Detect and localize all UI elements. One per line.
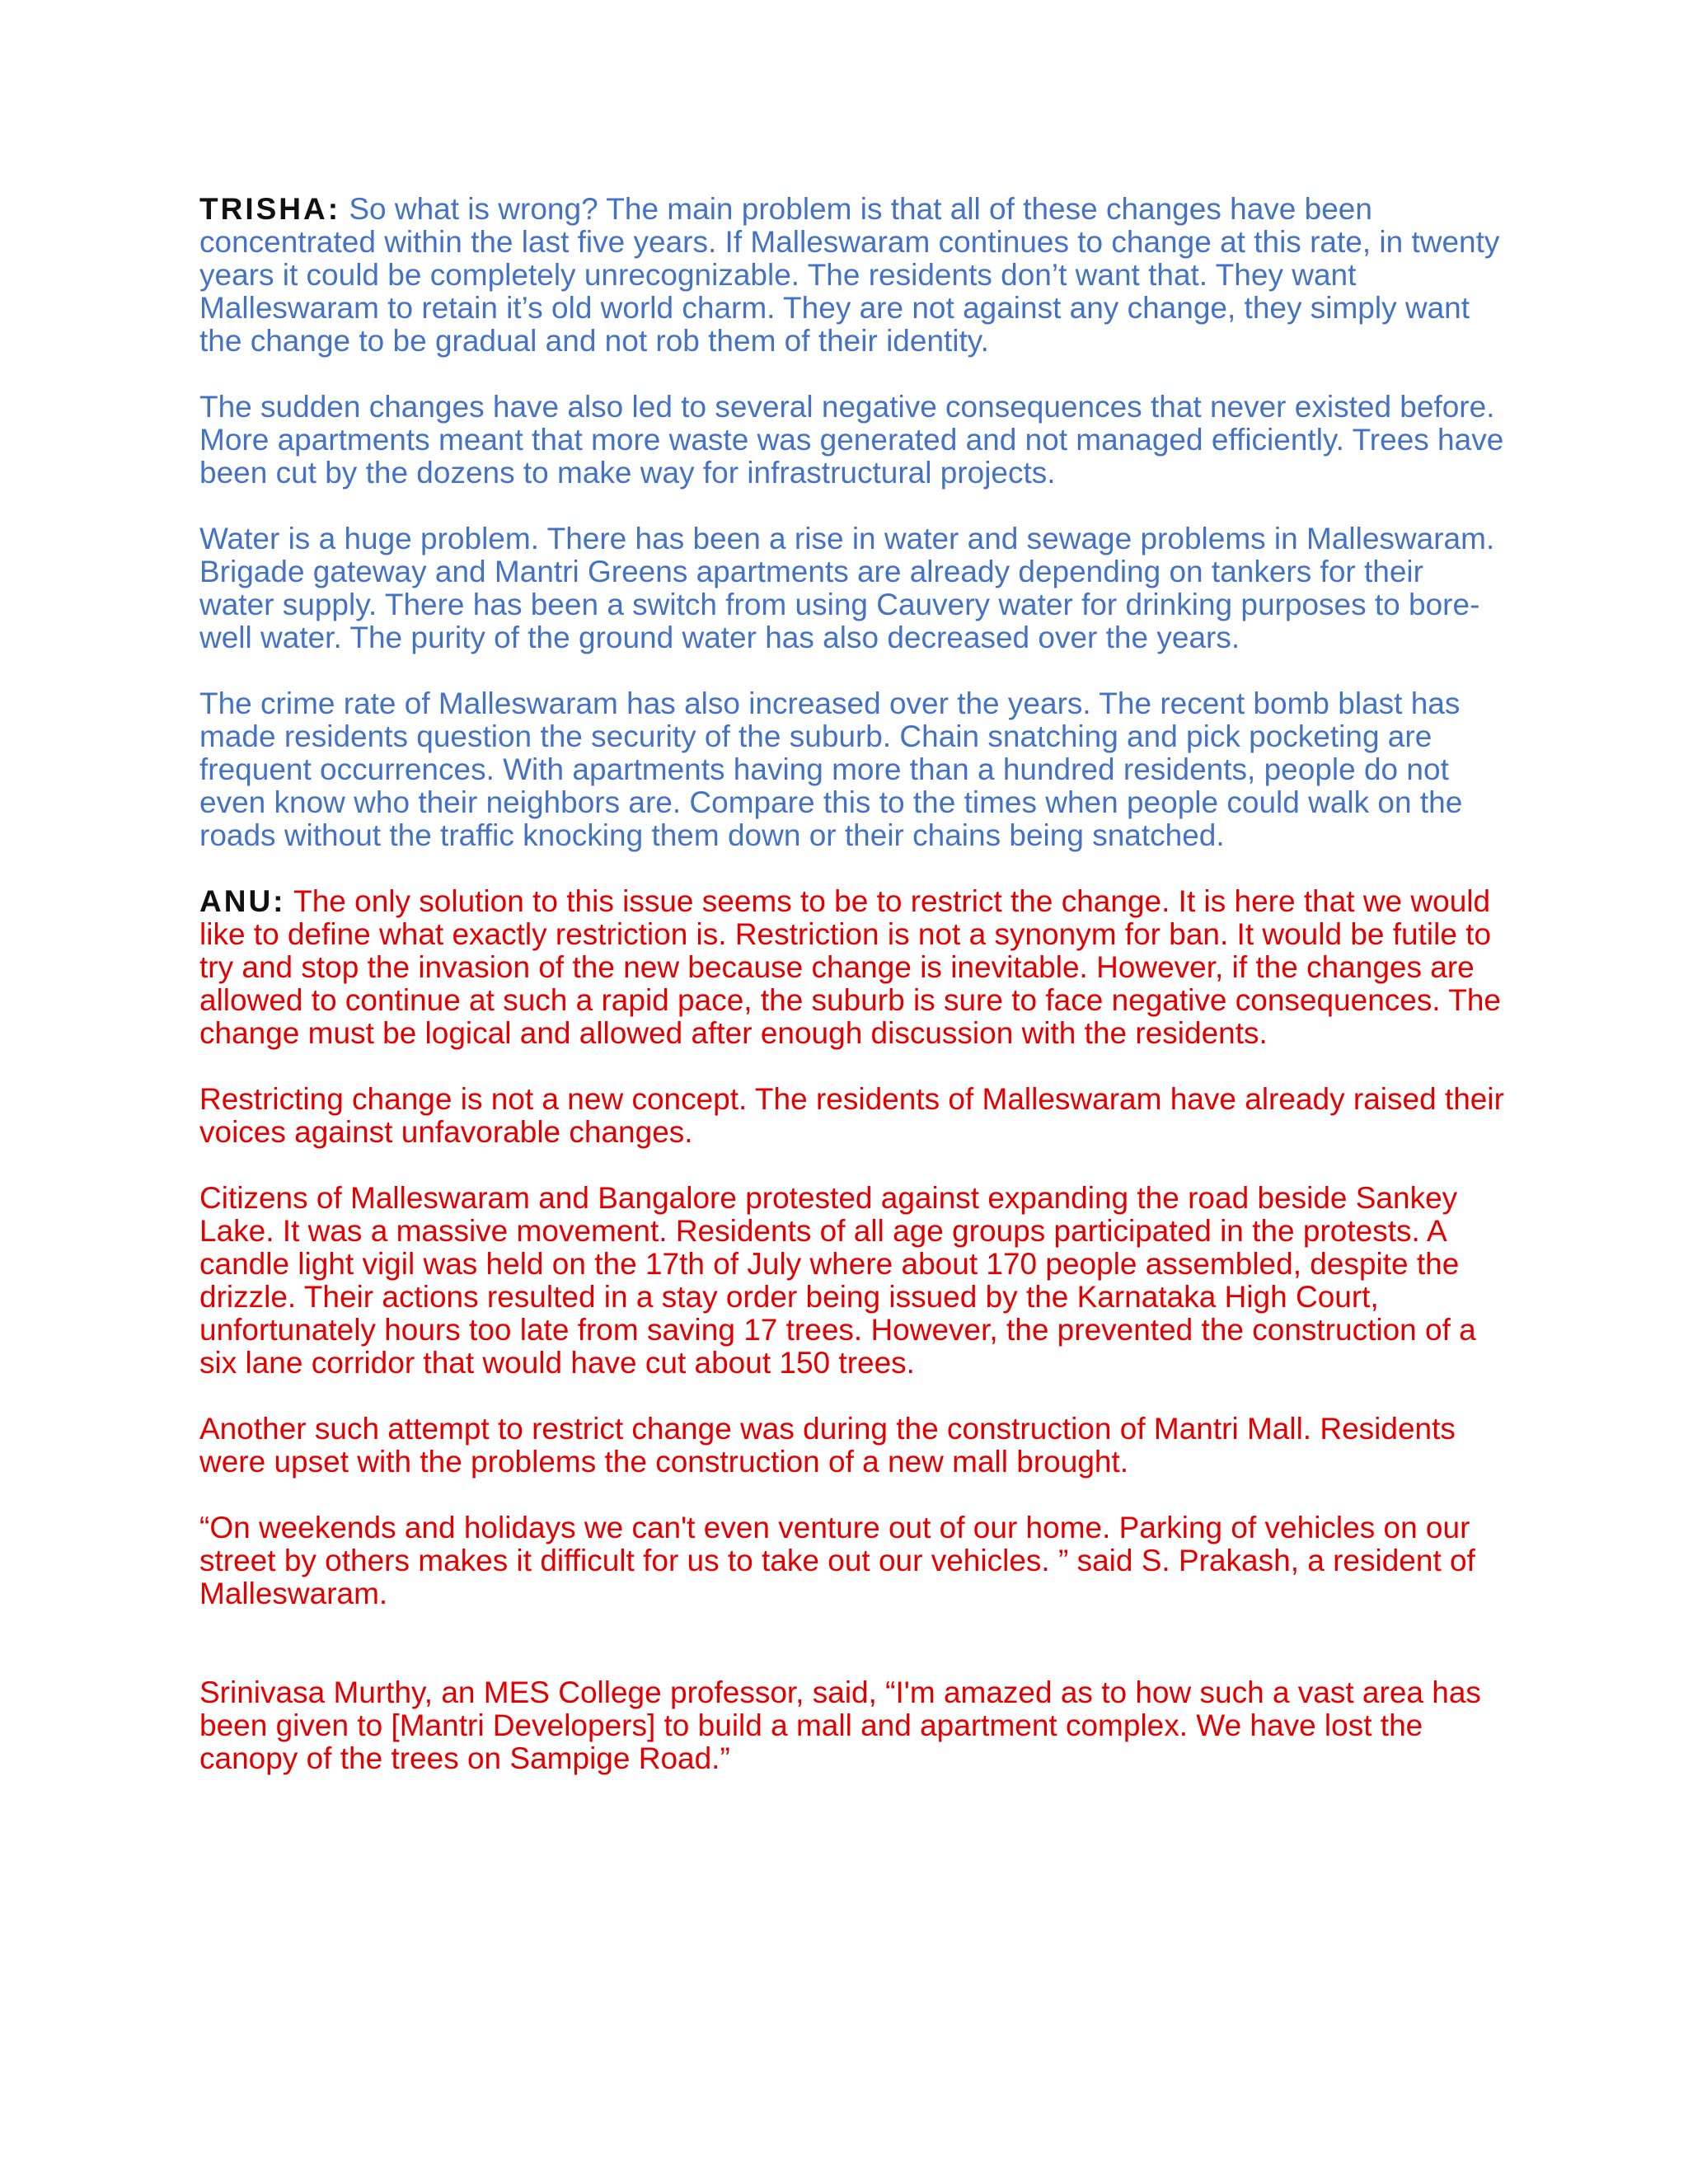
trisha-paragraph-3: Water is a huge problem. There has been a rise in water and sewage problems in Malleswaram. Brigade gateway and Mantri Greens apartments are already depending on tankers for their water supply. There has been a switch from using Cauvery water for drinking purposes to bore-well water. The purity of the ground water has also decreased over the years. [199, 522, 1495, 654]
document-page [199, 193, 1506, 1808]
speaker-label-anu: ANU: [199, 884, 286, 918]
trisha-paragraph-1-text: So what is wrong? The main problem is that all of these changes have been concentrated within the last five years. If Malleswaram continues to change at this rate, in twenty years it could be completely unrecognizable. The residents don’t want that. They want Malleswaram to retain it’s old world charm. They are not against any change, they simply want the change to be gradual and not rob them of their identity. [199, 192, 1500, 358]
anu-paragraph-1-text: The only solution to this issue seems to be to restrict the change. It is here that we would like to define what exactly restriction is. Restriction is not a synonym for ban. It would be futile to try and stop the invasion of the new because change is inevitable. However, if the changes are allowed to continue at such a rapid pace, the suburb is sure to face negative consequences. The change must be logical and allowed after enough discussion with the residents. [199, 884, 1502, 1050]
anu-paragraph-5-quote: “On weekends and holidays we can't even venture out of our home. Parking of vehicles on our street by others makes it difficult for us to take out our vehicles. ” said S. Prakash, a resident of Malleswaram. [199, 1511, 1475, 1610]
speaker-label-trisha: TRISHA: [199, 192, 341, 226]
anu-paragraph-6-quote: Srinivasa Murthy, an MES College professor, said, “I'm amazed as to how such a vast area has been given to [Mantri Developers] to build a mall and apartment complex. We have lost the canopy of the trees on Sampige Road.” [199, 1675, 1481, 1775]
trisha-paragraph-4: The crime rate of Malleswaram has also increased over the years. The recent bomb blast has made residents question the security of the suburb. Chain snatching and pick pocketing are frequent occurrences. With apartments having more than a hundred residents, people do not even know who their neighbors are. Compare this to the times when people could walk on the roads without the traffic knocking them down or their chains being snatched. [199, 687, 1463, 852]
anu-paragraph-2: Restricting change is not a new concept. The residents of Malleswaram have already raised their voices against unfavorable changes. [199, 1082, 1504, 1149]
anu-paragraph-3: Citizens of Malleswaram and Bangalore protested against expanding the road beside Sankey Lake. It was a massive movement. Residents of all age groups participated in the protests. A candle light vigil was held on the 17th of July where about 170 people assembled, despite the drizzle. Their actions resulted in a stay order being issued by the Karnataka High Court, unfortunately hours too late from saving 17 trees. However, the prevented the construction of a six lane corridor that would have cut about 150 trees. [199, 1181, 1476, 1380]
trisha-paragraph-2: The sudden changes have also led to several negative consequences that never existed before. More apartments meant that more waste was generated and not managed efficiently. Trees have been cut by the dozens to make way for infrastructural projects. [199, 390, 1504, 490]
anu-paragraph-1 [199, 885, 1506, 1050]
anu-paragraph-4: Another such attempt to restrict change was during the construction of Mantri Mall. Residents were upset with the problems the construction of a new mall brought. [199, 1412, 1456, 1479]
trisha-paragraph-1 [199, 193, 1506, 358]
